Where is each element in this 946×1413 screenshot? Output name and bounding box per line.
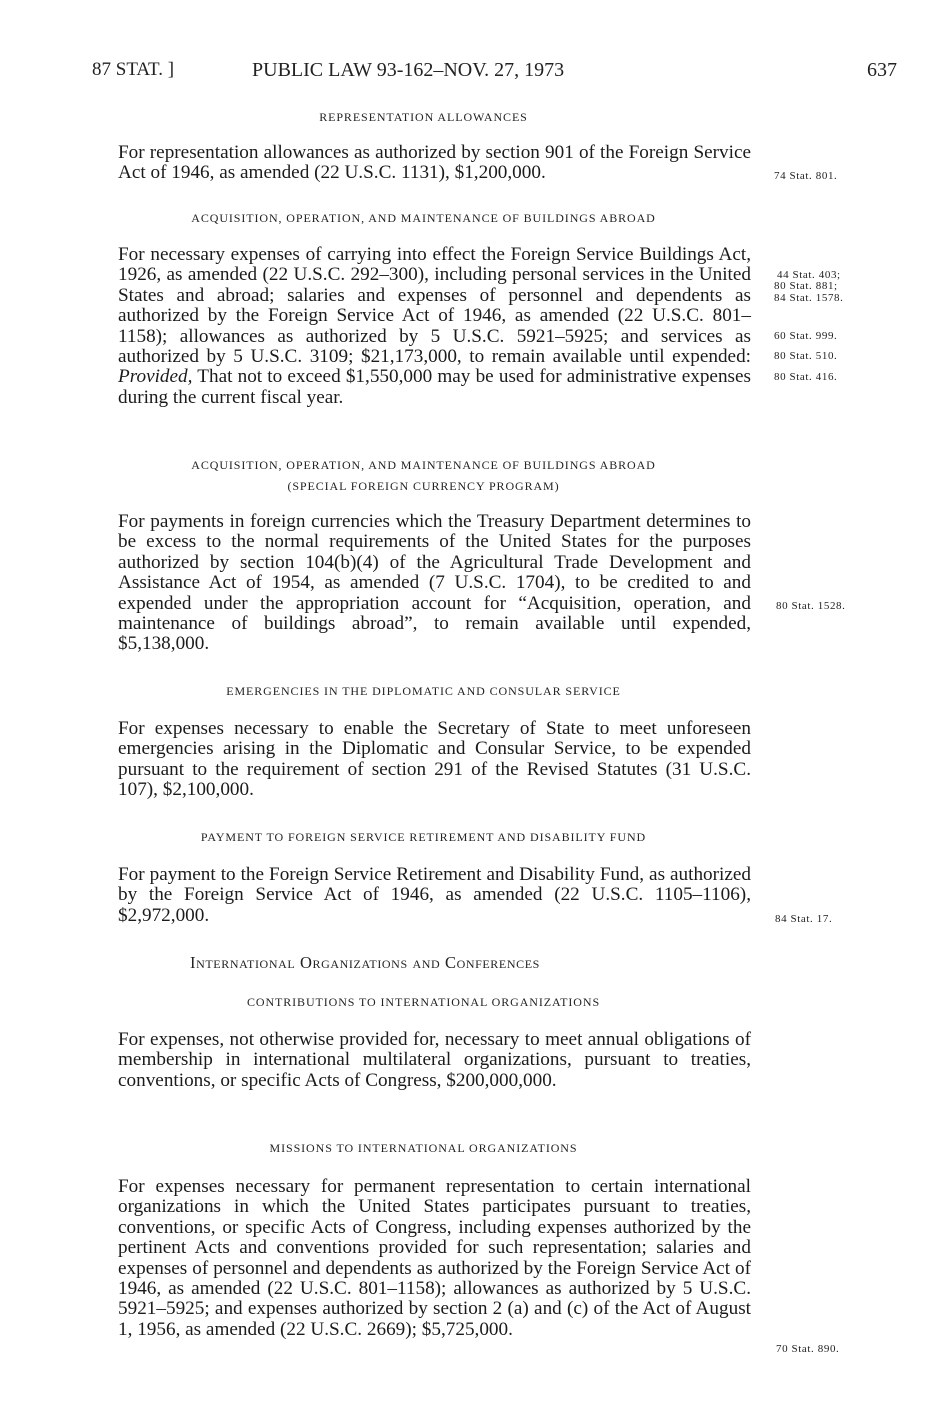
margin-note: 80 Stat. 881; <box>774 280 838 292</box>
margin-note: 60 Stat. 999. <box>774 330 838 342</box>
margin-note: 84 Stat. 17. <box>775 913 833 925</box>
margin-note: 84 Stat. 1578. <box>774 292 844 304</box>
section-heading: REPRESENTATION ALLOWANCES <box>319 110 528 124</box>
section-paragraph <box>96 865 751 926</box>
section-heading: ACQUISITION, OPERATION, AND MAINTENANCE OF BUILDINGS ABROAD <box>191 211 656 225</box>
paragraph-text: For expenses necessary to enable the Secretary of State to meet unforeseen emergencies arising in the Diplomatic and Consular Service, to be expended pursuant to the requirement of section 291 of the Revised Statutes (31 U.S.C. 107), $2,100,000. <box>118 718 751 801</box>
paragraph-text-part: That not to exceed $1,550,000 may be used for administrative expenses during the current fiscal year. <box>118 366 751 408</box>
margin-note: 80 Stat. 510. <box>774 350 838 362</box>
section-paragraph <box>96 719 751 801</box>
proviso-italic: Provided, <box>118 366 193 388</box>
page-number: 637 <box>867 59 897 81</box>
margin-note: 44 Stat. 403; <box>777 269 841 281</box>
section-paragraph <box>96 512 751 655</box>
section-paragraph <box>96 1177 751 1340</box>
paragraph-text: For expenses necessary for permanent representation to certain international organizations in which the United States participates pursuant to treaties, conventions, or specific Acts of Congress, including expenses authorized by the pertinent Acts and conventions provided for such representation; salaries and expenses of personnel and dependents as authorized by the Foreign Service Act of 1946, as amended (22 U.S.C. 801–1158); allowances as authorized by 5 U.S.C. 5921–5925; and expenses authorized by section 2 (a) and (c) of the Act of August 1, 1956, as amended (22 U.S.C. 2669); $5,725,000. <box>118 1176 751 1340</box>
margin-note: 74 Stat. 801. <box>774 170 838 182</box>
margin-note: 80 Stat. 1528. <box>776 600 846 612</box>
section-heading: CONTRIBUTIONS TO INTERNATIONAL ORGANIZATIONS <box>246 995 601 1009</box>
header-stat-ref: 87 STAT. ] <box>92 59 175 80</box>
section-paragraph <box>96 1030 751 1091</box>
paragraph-text <box>96 245 751 408</box>
paragraph-text-part: For necessary expenses of carrying into effect the Foreign Service Buildings Act, 1926, as amended (22 U.S.C. 292–300), including personal services in the United States and abroad; salaries and expenses of personnel and dependents as authorized by the Foreign Service Act of 1946, as amended (22 U.S.C. 801–1158); allowances as authorized by 5 U.S.C. 5921–5925; and services as authorized by 5 U.S.C. 3109; $21,173,000, to remain available until expended: <box>118 244 751 368</box>
margin-note: 80 Stat. 416. <box>774 371 838 383</box>
margin-note: 70 Stat. 890. <box>776 1343 840 1355</box>
paragraph-text: For expenses, not otherwise provided for, necessary to meet annual obligations of membership in international multilateral organizations, pursuant to treaties, conventions, or specific Acts of Congress, $200,000,000. <box>118 1029 751 1091</box>
header-title: PUBLIC LAW 93-162–NOV. 27, 1973 <box>252 59 565 81</box>
section-heading: ACQUISITION, OPERATION, AND MAINTENANCE OF BUILDINGS ABROAD <box>191 458 656 472</box>
section-heading: EMERGENCIES IN THE DIPLOMATIC AND CONSULAR SERVICE <box>226 684 621 698</box>
section-paragraph <box>96 245 751 408</box>
paragraph-text: For representation allowances as authorized by section 901 of the Foreign Service Act of 1946, as amended (22 U.S.C. 1131), $1,200,000. <box>118 142 751 184</box>
section-heading: PAYMENT TO FOREIGN SERVICE RETIREMENT AND DISABILITY FUND <box>200 830 647 844</box>
part-title: International Organizations and Conferences <box>190 953 540 972</box>
section-subheading: (SPECIAL FOREIGN CURRENCY PROGRAM) <box>287 479 560 493</box>
paragraph-text: For payments in foreign currencies which the Treasury Department determines to be excess to the normal requirements of the United States for the purposes authorized by section 104(b)(4) of the Agricultural Trade Development and Assistance Act of 1954, as amended (7 U.S.C. 1704), to be credited to and expended under the appropriation account for “Acquisition, operation, and maintenance of buildings abroad”, to remain available until expended, $5,138,000. <box>118 511 751 655</box>
section-paragraph <box>96 143 751 184</box>
paragraph-text: For payment to the Foreign Service Retirement and Disability Fund, as authorized by the Foreign Service Act of 1946, as amended (22 U.S.C. 1105–1106), $2,972,000. <box>118 864 751 926</box>
section-heading: MISSIONS TO INTERNATIONAL ORGANIZATIONS <box>269 1141 578 1155</box>
